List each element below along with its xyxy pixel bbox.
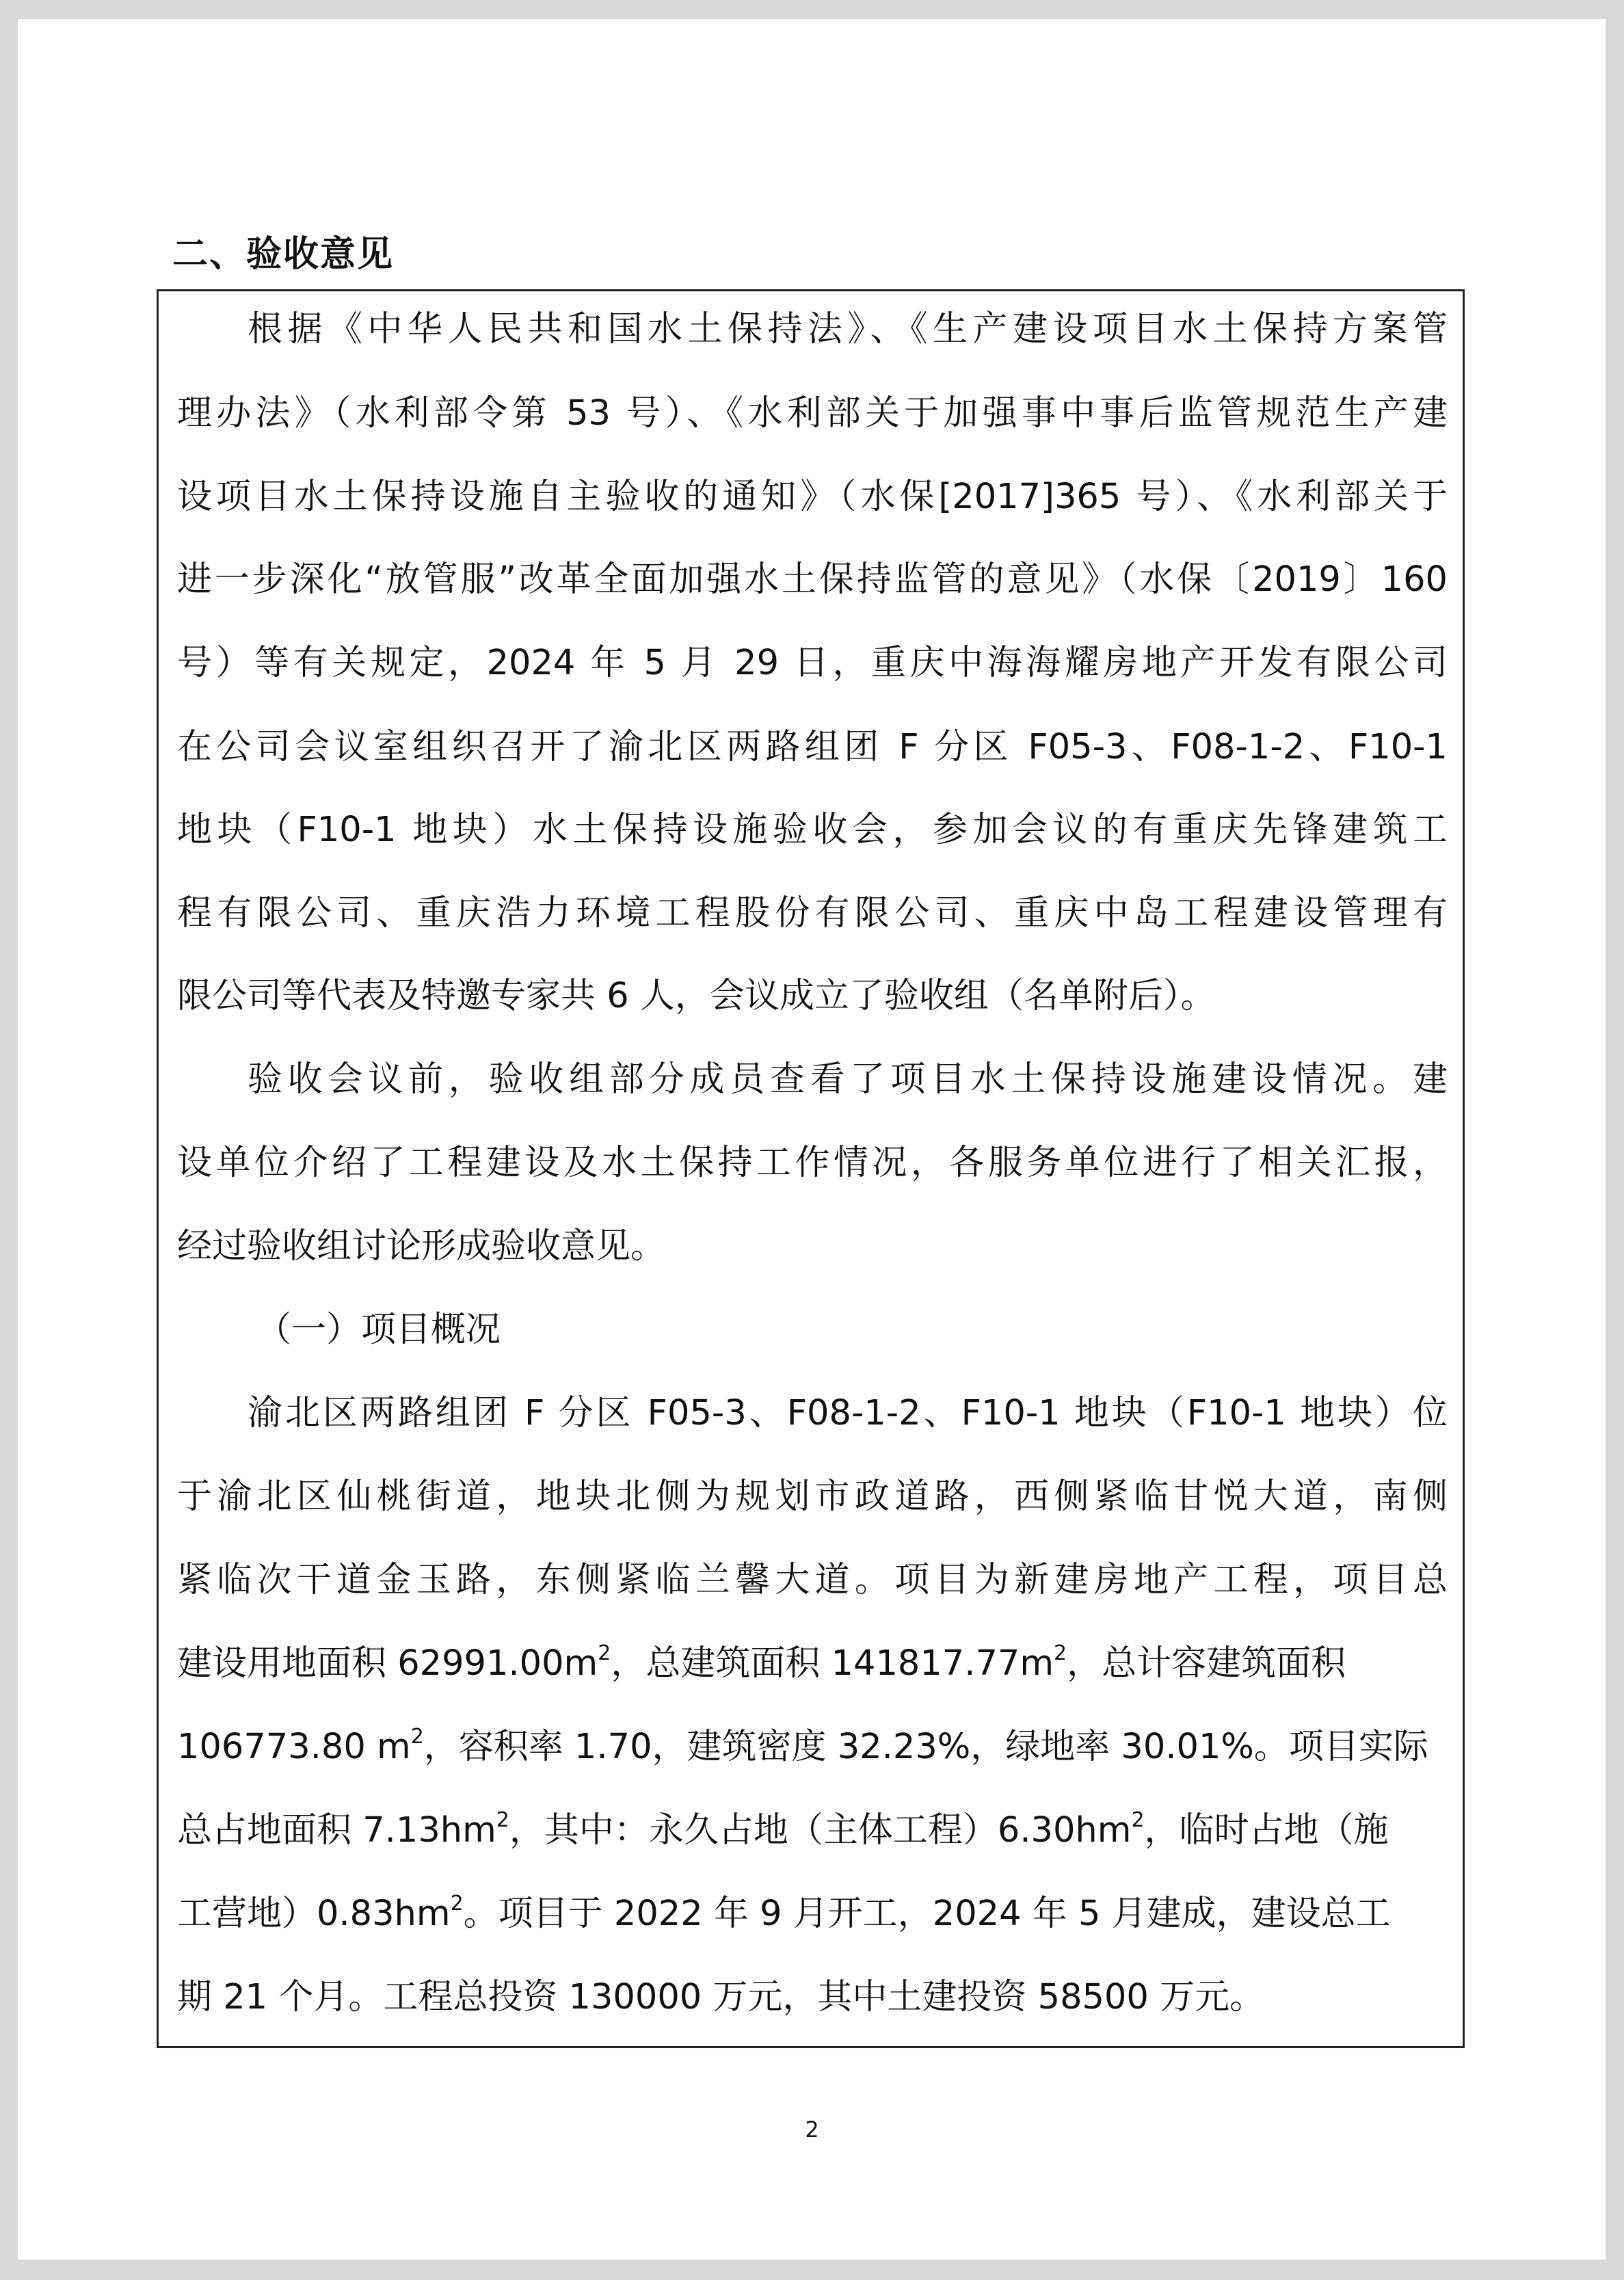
text-line: 限公司等代表及特邀专家共 6 人，会议成立了验收组（名单附后）。 [177,976,1216,1016]
text-line: 进一步深化“放管服”改革全面加强水土保持监管的意见》（水保〔2019〕160 [177,559,1448,600]
section-heading: 二、验收意见 [172,234,395,275]
text-line-area: 工营地）$0.83hm^2$。项目于 2022 年 9 月开工，2024 年 5 月建成，建设总工 [177,1892,1391,1934]
superscript: 2 [496,1808,509,1832]
text-line: 号）等有关规定，2024 年 5 月 29 日，重庆中海海耀房地产开发有限公司 [177,643,1448,683]
text-line: 于渝北区仙桃街道，地块北侧为规划市政道路，西侧紧临甘悦大道，南侧 [177,1476,1448,1517]
text-line: 渝北区两路组团 F 分区 F05-3、F08-1-2、F10-1 地块（F10-1 地块）位 [248,1393,1448,1433]
text-line: 程有限公司、重庆浩力环境工程股份有限公司、重庆中岛工程建设管理有 [177,893,1448,933]
superscript: 2 [1131,1808,1145,1832]
text-line: 经过验收组讨论形成验收意见。 [177,1226,666,1267]
text-line: 地块（F10-1 地块）水土保持设施验收会，参加会议的有重庆先锋建筑工 [177,810,1448,850]
superscript: 2 [598,1641,611,1665]
superscript: 2 [410,1725,424,1749]
text-line: 验收会议前，验收组部分成员查看了项目水土保持设施建设情况。建 [248,1059,1448,1100]
page-number: 2 [805,2117,819,2143]
superscript: 2 [1054,1641,1067,1665]
opinion-box [157,289,1465,2048]
text-line: 理办法》（水利部令第 53 号）、《水利部关于加强事中事后监管规范生产建 [177,393,1448,434]
text-line: 期 21 个月。工程总投资 130000 万元，其中土建投资 58500 万元。 [177,1977,1265,2017]
text-line: 设项目水土保持设施自主验收的通知》（水保[2017]365 号）、《水利部关于 [177,477,1448,517]
text-line: 在公司会议室组织召开了渝北区两路组团 F 分区 F05-3、F08-1-2、F10-1 [177,727,1448,767]
subsection-heading: （一）项目概况 [256,1310,501,1350]
text-line-area: 总占地面积 $7.13hm^2$，其中：永久占地（主体工程）$6.30hm^2$，临时占地（施 [177,1808,1389,1851]
text-line-area: 106773.80 $m^2$，容积率 1.70，建筑密度 32.23%，绿地率 30.01%。项目实际 [177,1725,1428,1767]
text-line: 紧临次干道金玉路，东侧紧临兰馨大道。项目为新建房地产工程，项目总 [177,1560,1448,1600]
text-line: 根据《中华人民共和国水土保持法》、《生产建设项目水土保持方案管 [248,309,1448,349]
superscript: 2 [450,1892,464,1916]
text-line-area: 建设用地面积 $62991.00m^2$，总建筑面积 $141817.77m^2$，总计容建筑面积 [177,1641,1346,1684]
text-line: 设单位介绍了工程建设及水土保持工作情况，各服务单位进行了相关汇报， [177,1143,1448,1183]
